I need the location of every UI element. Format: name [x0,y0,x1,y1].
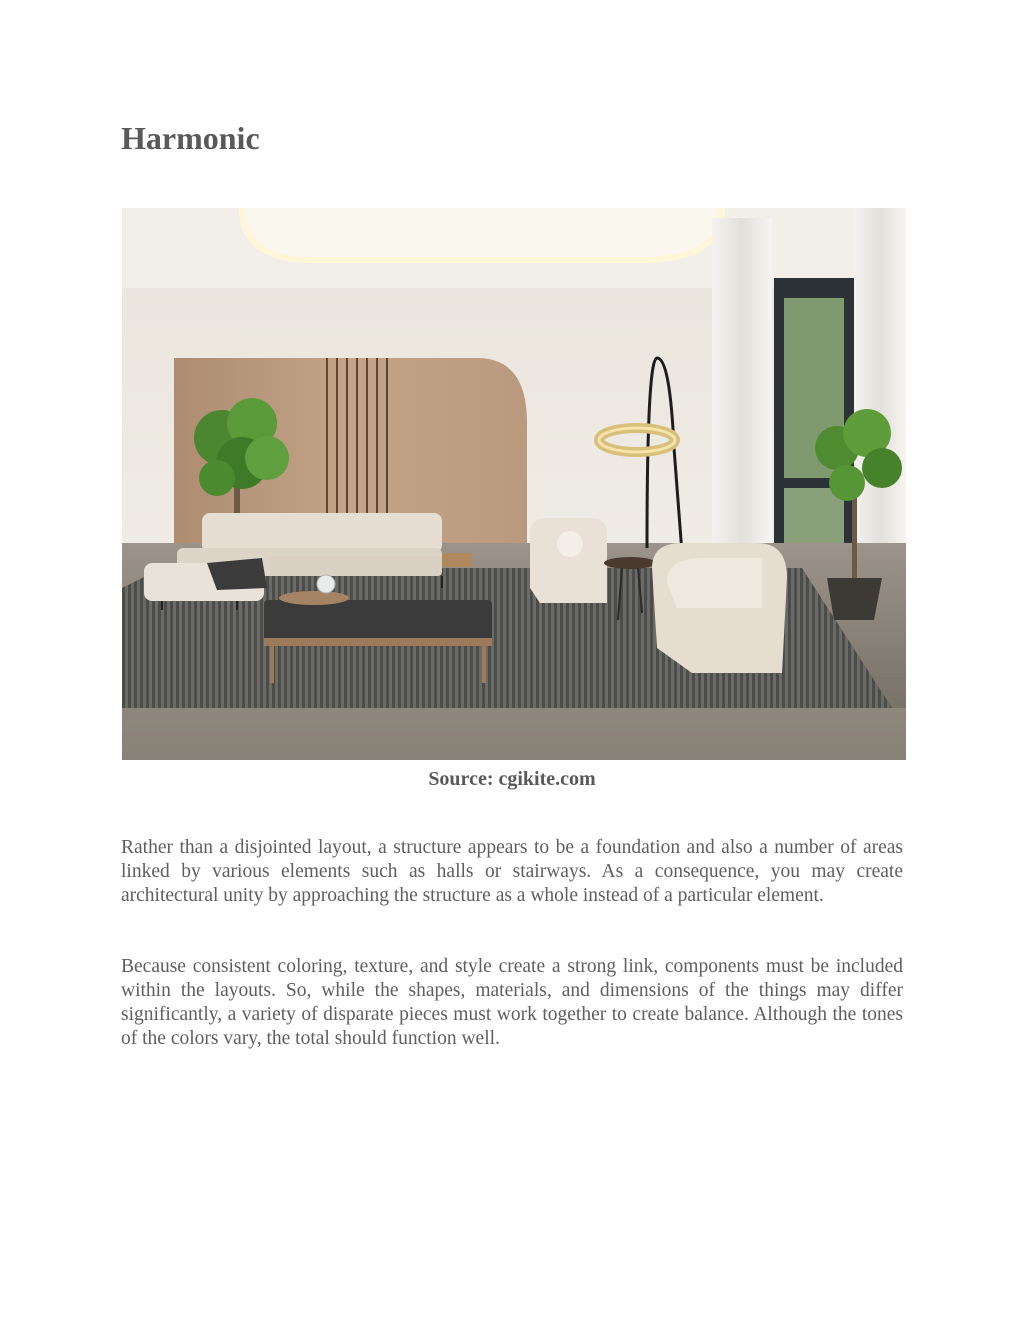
interior-photo [122,208,906,760]
curtain [854,208,906,588]
armchair-large [652,543,787,673]
ceiling-cove-light [242,208,722,260]
body-paragraph: Because consistent coloring, texture, and style create a strong link, components must be included within the layouts. So, while the shapes, materials, and dimensions of the things may differ significantly, a variety of disparate pieces must work together to create balance. Although the tones of the colors vary, the total should function well. [121,956,903,1049]
floor-reflection [122,708,906,760]
body-paragraph: Rather than a disjointed layout, a structure appears to be a foundation and also a number of areas linked by various elements such as halls or stairways. As a consequence, you may create architectural unity by approaching the structure as a whole instead of a particular element. [121,837,903,906]
curtain [712,218,772,578]
armchair-small [530,518,607,603]
page-title: Harmonic [121,120,260,156]
figure-caption: Source: cgikite.com [428,768,596,790]
